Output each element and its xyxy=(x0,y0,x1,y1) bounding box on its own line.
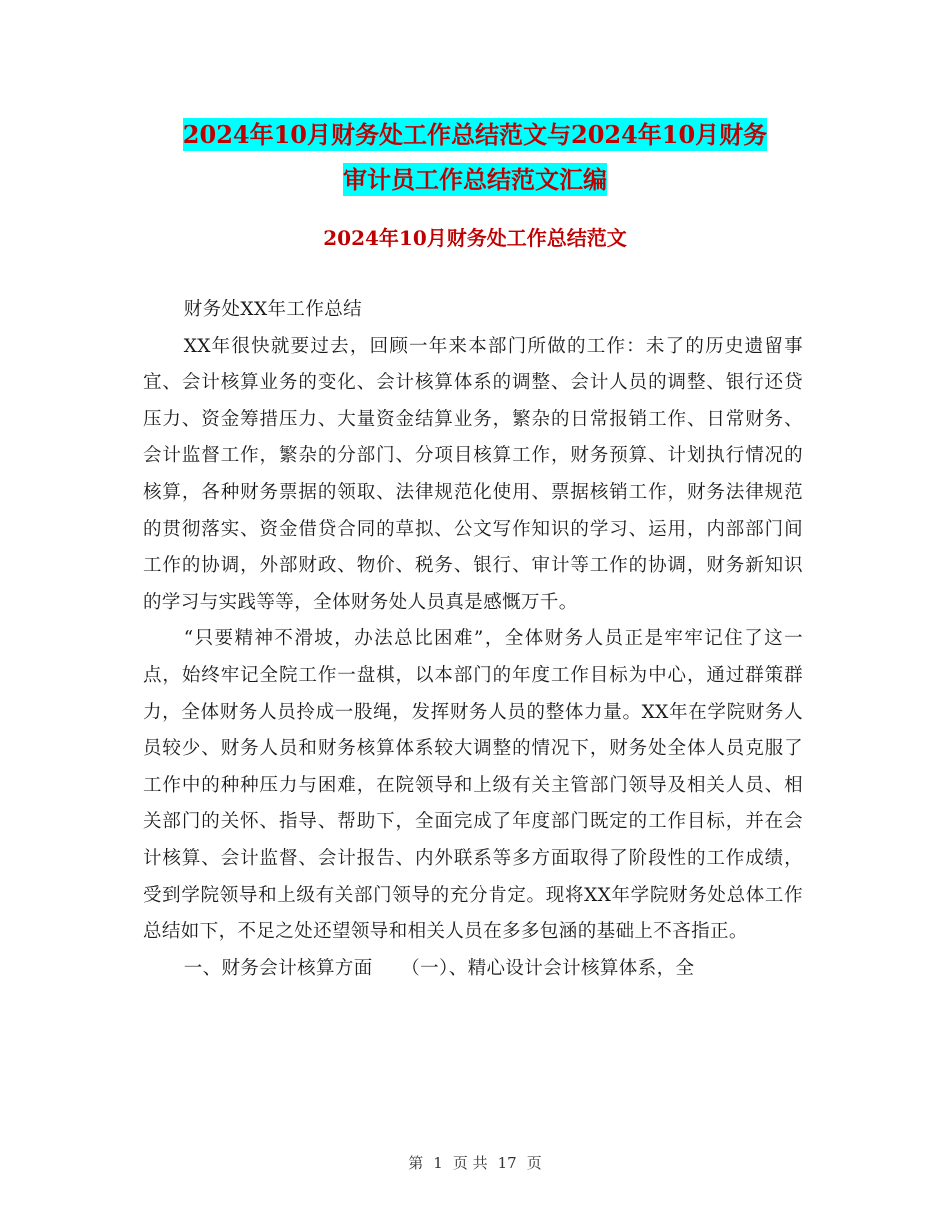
footer-middle: 页 共 xyxy=(452,1154,488,1172)
document-title xyxy=(120,112,830,202)
document-title-line-1: 2024年10月财务处工作总结范文与2024年10月财务 xyxy=(182,120,768,149)
footer-total-pages: 17 xyxy=(497,1154,517,1172)
footer-suffix: 页 xyxy=(526,1154,542,1172)
paragraph: 一、财务会计核算方面 （一）、精心设计会计核算体系，全 xyxy=(183,957,695,979)
page-footer xyxy=(0,1152,950,1173)
footer-prefix: 第 xyxy=(408,1154,424,1172)
document-body xyxy=(143,292,803,987)
paragraph: “只要精神不滑坡，办法总比困难”，全体财务人员正是牢牢记住了这一点，始终牢记全院工作一盘棋，以本部门的年度工作目标为中心，通过群策群力，全体财务人员拎成一股绳，发挥财务人员的整体力量。XX年在学院财务人员较少、财务人员和财务核算体系较大调整的情况下，财务处全体人员克服了工作中的种种压力与困难，在院领导和上级有关主管部门领导及相关人员、相关部门的关怀、指导、帮助下，全面完成了年度部门既定的工作目标，并在会计核算、会计监督、会计报告、内外联系等多方面取得了阶段性的工作成绩，受到学院领导和上级有关部门领导的充分肯定。现将XX年学院财务处总体工作总结如下，不足之处还望领导和相关人员在多多包涵的基础上不吝指正。 xyxy=(143,628,803,943)
footer-page-number: 1 xyxy=(433,1154,443,1172)
paragraph: XX年很快就要过去，回顾一年来本部门所做的工作：未了的历史遗留事宜、会计核算业务的变化、会计核算体系的调整、会计人员的调整、银行还贷压力、资金筹措压力、大量资金结算业务，繁杂的日常报销工作、日常财务、会计监督工作，繁杂的分部门、分项目核算工作，财务预算、计划执行情况的核算，各种财务票据的领取、法律规范化使用、票据核销工作，财务法律规范的贯彻落实、资金借贷合同的草拟、公文写作知识的学习、运用，内部部门间工作的协调，外部财政、物价、税务、银行、审计等工作的协调，财务新知识的学习与实践等等，全体财务处人员真是感慨万千。 xyxy=(143,335,803,613)
document-title-line-2: 审计员工作总结范文汇编 xyxy=(343,165,607,194)
section-title: 2024年10月财务处工作总结范文 xyxy=(323,226,627,250)
paragraph-subtitle: 财务处XX年工作总结 xyxy=(183,299,363,320)
